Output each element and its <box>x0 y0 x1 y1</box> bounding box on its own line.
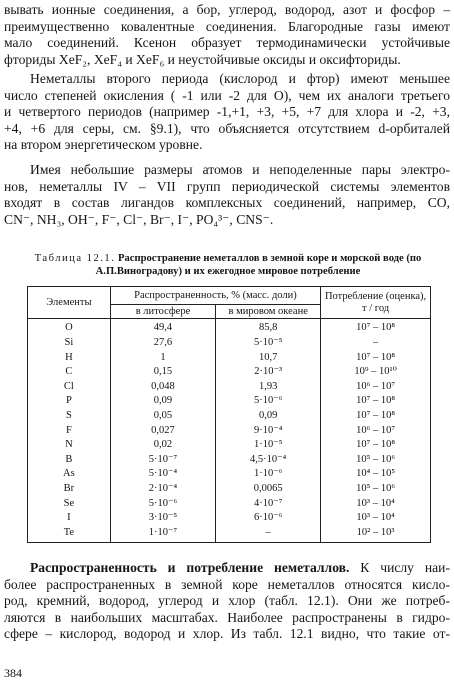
text-line: +4, +6 для серы, см. §9.1), что объясняется отсутствием d-орбиталей <box>4 120 450 136</box>
paragraph-ligands <box>4 162 450 228</box>
cell-element: P <box>28 394 111 409</box>
cell-ocean: 85,8 <box>216 319 321 336</box>
cell-consumption: 10² – 10³ <box>321 525 431 542</box>
cell-ocean: 1,93 <box>216 379 321 394</box>
section-heading: Распространенность и потребление неметаллов. <box>30 560 350 575</box>
cell-consumption: 10³ – 10⁴ <box>321 511 431 526</box>
text-line: сфере – кислород, водород и хлор. Из табл. 12.1 видно, что такие от- <box>4 626 450 642</box>
text-line: на втором энергетическом уровне. <box>4 137 203 153</box>
header-lithosphere: в литосфере <box>110 305 215 319</box>
table-caption-line2: А.П.Виноградову) и их ежегодное мировое потребление <box>95 266 361 277</box>
paragraph-abundance-consumption <box>4 560 450 643</box>
cell-consumption: 10⁶ – 10⁷ <box>321 423 431 438</box>
table-row <box>28 525 431 542</box>
text-line: число степеней окисления ( -1 или -2 для O), чем их аналоги третьего <box>4 87 450 103</box>
cell-lithosphere: 3·10⁻⁵ <box>110 511 215 526</box>
table-caption-label: Таблица 12.1. <box>34 253 116 264</box>
cell-element: N <box>28 438 111 453</box>
cell-consumption: 10⁷ – 10⁸ <box>321 409 431 424</box>
table-row <box>28 423 431 438</box>
header-consumption-label: Потребление (оценка), <box>324 290 427 302</box>
cell-element: Br <box>28 482 111 497</box>
text-line: нов, неметаллы IV – VII групп периодической системы элементов <box>4 178 450 194</box>
cell-ocean: 6·10⁻⁶ <box>216 511 321 526</box>
table-caption-line1: Распространение неметаллов в земной коре и морской воде (по <box>115 253 422 264</box>
table-row <box>28 452 431 467</box>
cell-lithosphere: 0,15 <box>110 365 215 380</box>
cell-element: Cl <box>28 379 111 394</box>
text-line: ляются в наибольших масштабах. Наиболее распространены в гидро- <box>4 609 450 625</box>
header-elements: Элементы <box>28 287 111 319</box>
cell-ocean: 0,09 <box>216 409 321 424</box>
cell-lithosphere: 5·10⁻⁴ <box>110 467 215 482</box>
table-row <box>28 379 431 394</box>
header-ocean: в мировом океане <box>216 305 321 319</box>
cell-ocean: 0,0065 <box>216 482 321 497</box>
cell-consumption: 10⁷ – 10⁸ <box>321 319 431 336</box>
table-row <box>28 438 431 453</box>
cell-ocean: 4,5·10⁻⁴ <box>216 452 321 467</box>
cell-consumption: 10⁷ – 10⁸ <box>321 350 431 365</box>
table-row <box>28 409 431 424</box>
cell-lithosphere: 0,09 <box>110 394 215 409</box>
text-line: Неметаллы второго периода (кислород и фтор) имеют меньшее <box>30 71 450 86</box>
cell-lithosphere: 5·10⁻⁷ <box>110 452 215 467</box>
cell-element: Si <box>28 336 111 351</box>
table-row <box>28 365 431 380</box>
cell-ocean: – <box>216 525 321 542</box>
cell-lithosphere: 1 <box>110 350 215 365</box>
table-row <box>28 350 431 365</box>
text-line: Имея небольшие размеры атомов и неподеленные пары электро- <box>30 162 450 177</box>
text-line: фториды XeF₂, XeF₄ и XeF₆ и неустойчивые оксиды и оксифториды. <box>4 51 401 67</box>
cell-lithosphere: 5·10⁻⁶ <box>110 496 215 511</box>
header-consumption-unit: т / год <box>362 302 390 314</box>
cell-consumption: 10⁶ – 10⁷ <box>321 379 431 394</box>
header-consumption <box>321 287 431 319</box>
cell-ocean: 5·10⁻⁶ <box>216 394 321 409</box>
cell-ocean: 5·10⁻⁵ <box>216 336 321 351</box>
cell-ocean: 1·10⁻⁶ <box>216 467 321 482</box>
table-row <box>28 336 431 351</box>
cell-element: B <box>28 452 111 467</box>
cell-lithosphere: 0,05 <box>110 409 215 424</box>
paragraph-ionic-compounds <box>4 2 450 68</box>
text-line-rest: К числу наи- <box>349 560 450 575</box>
cell-consumption: 10⁵ – 10⁶ <box>321 452 431 467</box>
cell-lithosphere: 2·10⁻⁴ <box>110 482 215 497</box>
text-line: входят в состав лигандов комплексных соединений, например, CO, <box>4 195 450 211</box>
table-caption <box>6 252 450 278</box>
cell-element: I <box>28 511 111 526</box>
text-line: мало соединений. Ксенон образует термодинамически устойчивые <box>4 35 450 51</box>
cell-lithosphere: 49,4 <box>110 319 215 336</box>
cell-consumption: 10⁷ – 10⁸ <box>321 394 431 409</box>
table-row <box>28 496 431 511</box>
cell-ocean: 9·10⁻⁴ <box>216 423 321 438</box>
abundance-table <box>27 286 431 543</box>
text-line: род, кремний, водород, углерод и хлор (табл. 12.1). Они же потреб- <box>4 593 450 609</box>
cell-consumption: 10⁵ – 10⁶ <box>321 482 431 497</box>
page-number: 384 <box>4 666 22 680</box>
table-row <box>28 511 431 526</box>
text-line: вывать ионные соединения, а бор, углерод, водород, азот и фосфор – <box>4 2 450 17</box>
cell-ocean: 2·10⁻³ <box>216 365 321 380</box>
cell-element: H <box>28 350 111 365</box>
cell-element: C <box>28 365 111 380</box>
cell-element: O <box>28 319 111 336</box>
cell-consumption: 10⁷ – 10⁸ <box>321 438 431 453</box>
text-line <box>4 560 450 577</box>
cell-lithosphere: 0,02 <box>110 438 215 453</box>
cell-lithosphere: 0,027 <box>110 423 215 438</box>
table-row <box>28 482 431 497</box>
cell-element: Se <box>28 496 111 511</box>
cell-element: S <box>28 409 111 424</box>
text-line: CN⁻, NH₃, OH⁻, F⁻, Cl⁻, Br⁻, I⁻, PO₄³⁻, CNS⁻. <box>4 211 274 227</box>
cell-element: F <box>28 423 111 438</box>
table-body <box>28 319 431 543</box>
cell-lithosphere: 27,6 <box>110 336 215 351</box>
header-abundance: Распространенность, % (масс. доли) <box>110 287 320 305</box>
text-line: более распространенных в земной коре неметаллов относятся кисло- <box>4 576 450 592</box>
cell-element: As <box>28 467 111 482</box>
text-line: преимущественно ковалентные соединения. Благородные газы имеют <box>4 18 450 34</box>
paragraph-second-period <box>4 71 450 154</box>
cell-consumption: 10³ – 10⁴ <box>321 496 431 511</box>
cell-ocean: 10,7 <box>216 350 321 365</box>
table-row <box>28 319 431 336</box>
cell-lithosphere: 0,048 <box>110 379 215 394</box>
cell-consumption: 10⁴ – 10⁵ <box>321 467 431 482</box>
table-row <box>28 467 431 482</box>
cell-element: Te <box>28 525 111 542</box>
table-row <box>28 394 431 409</box>
cell-consumption: 10⁹ – 10¹⁰ <box>321 365 431 380</box>
cell-ocean: 1·10⁻⁵ <box>216 438 321 453</box>
cell-lithosphere: 1·10⁻⁷ <box>110 525 215 542</box>
cell-consumption: – <box>321 336 431 351</box>
text-line: и четвертого периодов (например -1,+1, +3, +5, +7 для хлора и -2, +3, <box>4 104 450 120</box>
cell-ocean: 4·10⁻⁷ <box>216 496 321 511</box>
